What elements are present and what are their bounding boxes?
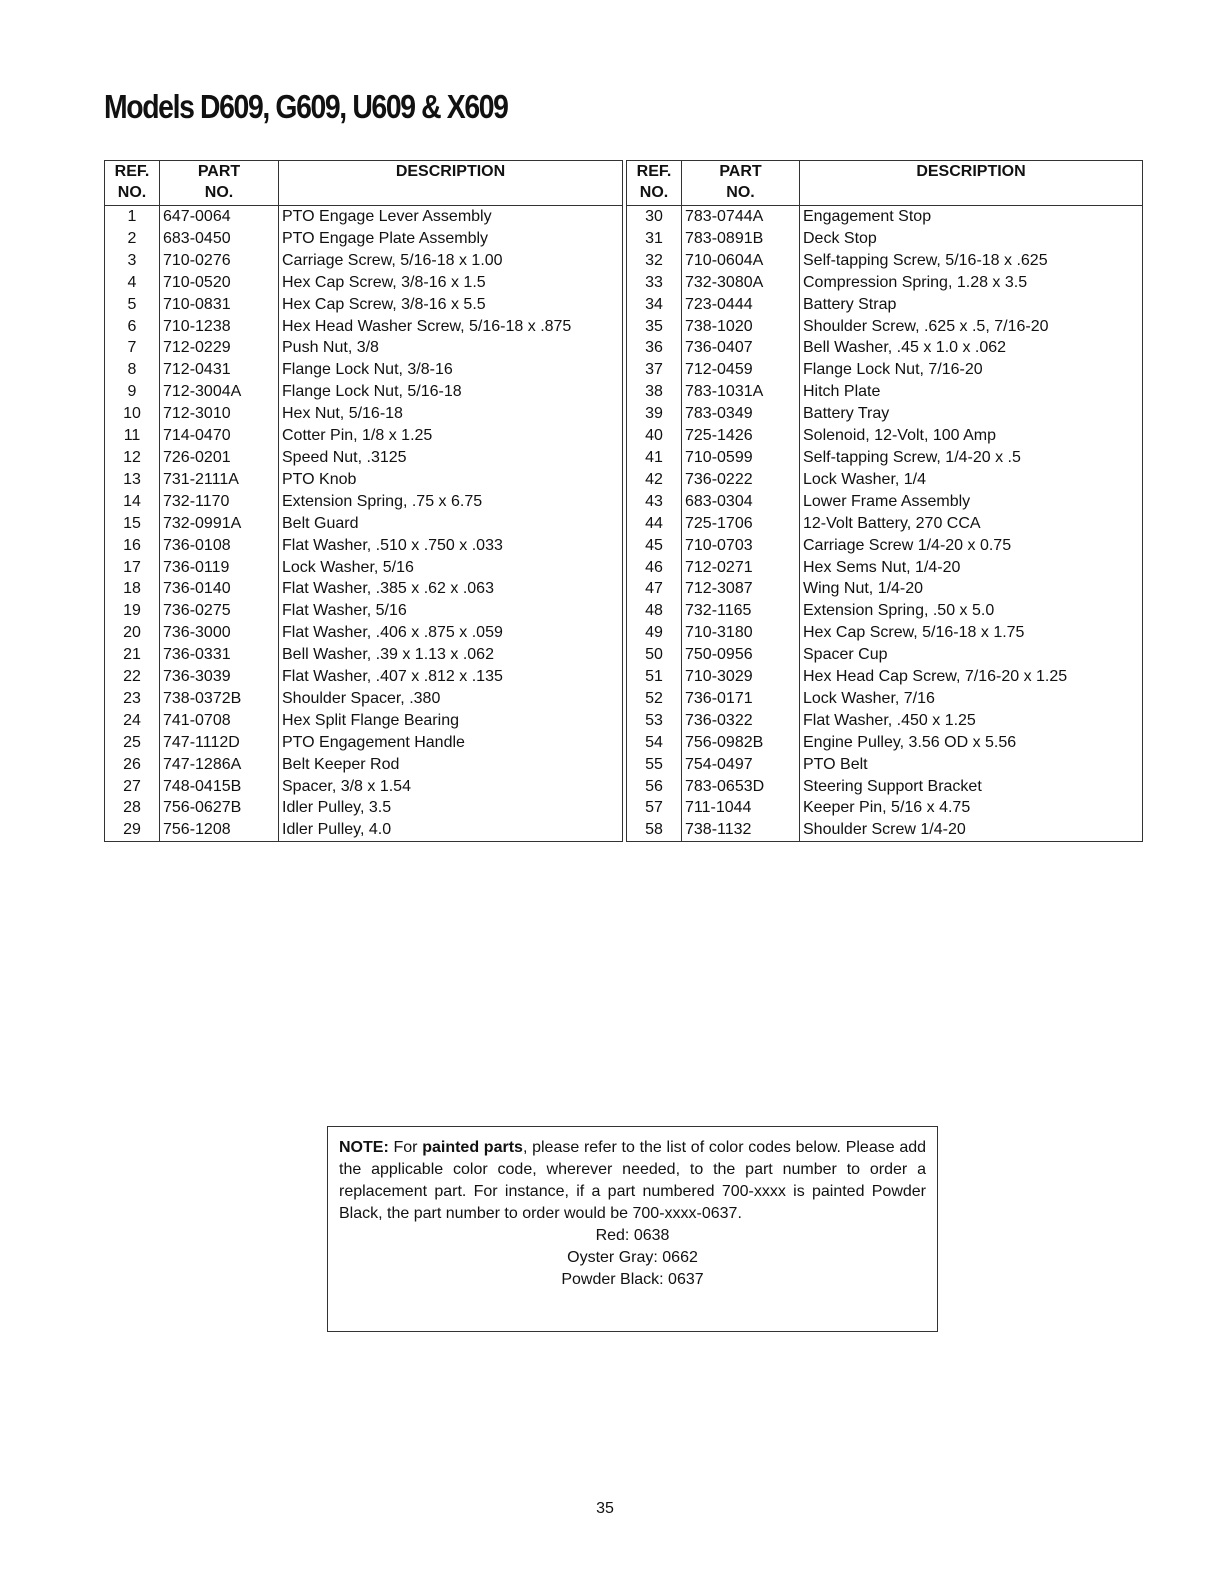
ref-no-cell: 25	[105, 732, 160, 754]
description-cell: Flat Washer, .406 x .875 x .059	[279, 622, 623, 644]
table-row	[627, 359, 1143, 381]
page-title: Models D609, G609, U609 & X609	[104, 88, 508, 125]
description-header: DESCRIPTION	[800, 161, 1143, 206]
description-header: DESCRIPTION	[279, 161, 623, 206]
table-row	[627, 425, 1143, 447]
description-cell: PTO Knob	[279, 469, 623, 491]
description-cell: Extension Spring, .50 x 5.0	[800, 600, 1143, 622]
part-no-cell: 683-0450	[160, 228, 279, 250]
ref-no-cell: 32	[627, 250, 682, 272]
part-no-cell: 783-0653D	[682, 776, 800, 798]
part-no-cell: 756-0627B	[160, 797, 279, 819]
ref-no-cell: 47	[627, 578, 682, 600]
ref-no-cell: 17	[105, 557, 160, 579]
part-no-cell: 738-1132	[682, 819, 800, 841]
table-row	[105, 491, 623, 513]
ref-no-cell: 39	[627, 403, 682, 425]
table-row	[627, 316, 1143, 338]
part-no-cell: 712-3087	[682, 578, 800, 600]
part-no-cell: 723-0444	[682, 294, 800, 316]
table-row	[105, 403, 623, 425]
description-cell: Steering Support Bracket	[800, 776, 1143, 798]
description-cell: Cotter Pin, 1/8 x 1.25	[279, 425, 623, 447]
description-cell: Spacer, 3/8 x 1.54	[279, 776, 623, 798]
page-number: 35	[596, 1500, 614, 1517]
ref-no-cell: 13	[105, 469, 160, 491]
ref-no-cell: 2	[105, 228, 160, 250]
description-cell: Hex Nut, 5/16-18	[279, 403, 623, 425]
table-row	[627, 228, 1143, 250]
table-row	[627, 513, 1143, 535]
table-row	[105, 337, 623, 359]
part-no-cell: 736-0275	[160, 600, 279, 622]
table-row	[105, 294, 623, 316]
table-row	[627, 469, 1143, 491]
ref-no-cell: 23	[105, 688, 160, 710]
table-header-row	[627, 161, 1143, 206]
ref-no-cell: 42	[627, 469, 682, 491]
table-row	[627, 600, 1143, 622]
ref-no-cell: 53	[627, 710, 682, 732]
ref-no-cell: 33	[627, 272, 682, 294]
description-cell: Hex Cap Screw, 3/8-16 x 1.5	[279, 272, 623, 294]
table-row	[627, 557, 1143, 579]
part-no-cell: 710-0520	[160, 272, 279, 294]
table-row	[627, 272, 1143, 294]
description-cell: Flat Washer, .385 x .62 x .063	[279, 578, 623, 600]
table-row	[105, 797, 623, 819]
ref-no-cell: 20	[105, 622, 160, 644]
table-row	[105, 381, 623, 403]
table-row	[105, 250, 623, 272]
part-no-cell: 732-1165	[682, 600, 800, 622]
part-no-cell: 738-1020	[682, 316, 800, 338]
ref-no-cell: 34	[627, 294, 682, 316]
part-no-cell: 736-0322	[682, 710, 800, 732]
color-codes-list	[339, 1225, 926, 1291]
description-cell: Belt Keeper Rod	[279, 754, 623, 776]
table-header-row	[105, 161, 623, 206]
table-row	[627, 819, 1143, 841]
part-no-cell: 712-3010	[160, 403, 279, 425]
description-cell: Battery Strap	[800, 294, 1143, 316]
description-cell: Flat Washer, .450 x 1.25	[800, 710, 1143, 732]
table-row	[627, 797, 1143, 819]
table-row	[627, 622, 1143, 644]
description-cell: Compression Spring, 1.28 x 3.5	[800, 272, 1143, 294]
description-cell: PTO Engage Lever Assembly	[279, 206, 623, 228]
table-row	[627, 491, 1143, 513]
ref-no-cell: 37	[627, 359, 682, 381]
part-no-cell: 783-0891B	[682, 228, 800, 250]
ref-no-cell: 57	[627, 797, 682, 819]
ref-no-cell: 8	[105, 359, 160, 381]
table-row	[105, 732, 623, 754]
description-cell: Carriage Screw 1/4-20 x 0.75	[800, 535, 1143, 557]
part-no-cell: 756-0982B	[682, 732, 800, 754]
ref-no-cell: 1	[105, 206, 160, 228]
part-no-cell: 710-0599	[682, 447, 800, 469]
description-cell: Self-tapping Screw, 1/4-20 x .5	[800, 447, 1143, 469]
description-cell: Belt Guard	[279, 513, 623, 535]
ref-no-cell: 50	[627, 644, 682, 666]
ref-no-cell: 29	[105, 819, 160, 841]
ref-no-cell: 28	[105, 797, 160, 819]
color-code-red: Red: 0638	[595, 1227, 670, 1244]
table-row	[105, 272, 623, 294]
description-cell: Spacer Cup	[800, 644, 1143, 666]
table-row	[105, 688, 623, 710]
ref-no-cell: 55	[627, 754, 682, 776]
table-row	[627, 754, 1143, 776]
ref-no-cell: 16	[105, 535, 160, 557]
description-cell: Speed Nut, .3125	[279, 447, 623, 469]
description-cell: PTO Engagement Handle	[279, 732, 623, 754]
part-no-cell: 736-3000	[160, 622, 279, 644]
ref-no-cell: 58	[627, 819, 682, 841]
part-no-cell: 731-2111A	[160, 469, 279, 491]
parts-table-right	[626, 160, 1143, 842]
table-row	[105, 513, 623, 535]
part-no-cell: 748-0415B	[160, 776, 279, 798]
ref-no-cell: 40	[627, 425, 682, 447]
painted-parts-note	[327, 1126, 938, 1332]
part-no-cell: 726-0201	[160, 447, 279, 469]
description-cell: Hex Cap Screw, 3/8-16 x 5.5	[279, 294, 623, 316]
color-code-powder-black: Powder Black: 0637	[561, 1271, 704, 1288]
table-row	[105, 316, 623, 338]
part-no-cell: 736-0331	[160, 644, 279, 666]
part-no-cell: 647-0064	[160, 206, 279, 228]
table-row	[627, 447, 1143, 469]
ref-no-cell: 12	[105, 447, 160, 469]
ref-no-cell: 24	[105, 710, 160, 732]
part-no-cell: 710-0276	[160, 250, 279, 272]
description-cell: Hex Cap Screw, 5/16-18 x 1.75	[800, 622, 1143, 644]
table-row	[627, 206, 1143, 228]
ref-no-cell: 22	[105, 666, 160, 688]
part-no-cell: 736-3039	[160, 666, 279, 688]
description-cell: Bell Washer, .45 x 1.0 x .062	[800, 337, 1143, 359]
part-no-cell: 732-1170	[160, 491, 279, 513]
part-no-cell: 710-0703	[682, 535, 800, 557]
part-no-cell: 736-0108	[160, 535, 279, 557]
part-no-cell: 683-0304	[682, 491, 800, 513]
ref-no-cell: 49	[627, 622, 682, 644]
ref-no-cell: 41	[627, 447, 682, 469]
table-row	[627, 381, 1143, 403]
ref-no-cell: 30	[627, 206, 682, 228]
ref-no-cell: 9	[105, 381, 160, 403]
note-text: NOTE: For painted parts, please refer to the list of color codes below. Please add the applicable color code, wherever needed, to the part number to order a replacement part. For instance, if a part numbered 700-xxxx is painted Powder Black, the part number to order would be 700-xxxx-0637.	[339, 1139, 927, 1222]
part-no-cell: 712-0229	[160, 337, 279, 359]
note-label: NOTE:	[339, 1139, 389, 1156]
ref-no-cell: 7	[105, 337, 160, 359]
part-no-cell: 783-0744A	[682, 206, 800, 228]
description-cell: Solenoid, 12-Volt, 100 Amp	[800, 425, 1143, 447]
description-cell: Idler Pulley, 3.5	[279, 797, 623, 819]
table-row	[105, 622, 623, 644]
table-row	[627, 644, 1143, 666]
part-no-cell: 750-0956	[682, 644, 800, 666]
ref-no-cell: 31	[627, 228, 682, 250]
table-row	[105, 666, 623, 688]
description-cell: Battery Tray	[800, 403, 1143, 425]
part-no-cell: 710-3180	[682, 622, 800, 644]
description-cell: Flange Lock Nut, 5/16-18	[279, 381, 623, 403]
part-no-cell: 736-0119	[160, 557, 279, 579]
description-cell: Self-tapping Screw, 5/16-18 x .625	[800, 250, 1143, 272]
table-row	[627, 776, 1143, 798]
part-no-cell: 725-1706	[682, 513, 800, 535]
description-cell: Bell Washer, .39 x 1.13 x .062	[279, 644, 623, 666]
description-cell: Hex Split Flange Bearing	[279, 710, 623, 732]
table-row	[627, 403, 1143, 425]
description-cell: Carriage Screw, 5/16-18 x 1.00	[279, 250, 623, 272]
table-row	[105, 600, 623, 622]
description-cell: Lock Washer, 1/4	[800, 469, 1143, 491]
description-cell: PTO Belt	[800, 754, 1143, 776]
ref-no-cell: 35	[627, 316, 682, 338]
description-cell: Flange Lock Nut, 7/16-20	[800, 359, 1143, 381]
part-no-cell: 736-0222	[682, 469, 800, 491]
description-cell: PTO Engage Plate Assembly	[279, 228, 623, 250]
ref-no-cell: 45	[627, 535, 682, 557]
ref-no-header: REF. NO.	[627, 161, 682, 206]
ref-no-header: REF. NO.	[105, 161, 160, 206]
description-cell: Flat Washer, .510 x .750 x .033	[279, 535, 623, 557]
description-cell: Extension Spring, .75 x 6.75	[279, 491, 623, 513]
parts-table-left	[104, 160, 623, 842]
ref-no-cell: 38	[627, 381, 682, 403]
ref-no-cell: 52	[627, 688, 682, 710]
table-row	[105, 644, 623, 666]
part-no-cell: 736-0140	[160, 578, 279, 600]
part-no-cell: 736-0171	[682, 688, 800, 710]
part-no-header: PART NO.	[160, 161, 279, 206]
part-no-cell: 710-3029	[682, 666, 800, 688]
ref-no-cell: 11	[105, 425, 160, 447]
ref-no-cell: 6	[105, 316, 160, 338]
color-code-oyster-gray: Oyster Gray: 0662	[567, 1249, 698, 1266]
part-no-cell: 732-3080A	[682, 272, 800, 294]
table-row	[105, 469, 623, 491]
description-cell: Engine Pulley, 3.56 OD x 5.56	[800, 732, 1143, 754]
table-row	[105, 710, 623, 732]
part-no-cell: 710-0831	[160, 294, 279, 316]
part-no-cell: 710-0604A	[682, 250, 800, 272]
part-no-cell: 747-1112D	[160, 732, 279, 754]
ref-no-cell: 3	[105, 250, 160, 272]
description-cell: Shoulder Spacer, .380	[279, 688, 623, 710]
description-cell: Flat Washer, 5/16	[279, 600, 623, 622]
ref-no-cell: 43	[627, 491, 682, 513]
part-no-cell: 754-0497	[682, 754, 800, 776]
part-no-cell: 712-3004A	[160, 381, 279, 403]
description-cell: Hex Sems Nut, 1/4-20	[800, 557, 1143, 579]
table-row	[105, 359, 623, 381]
description-cell: Shoulder Screw, .625 x .5, 7/16-20	[800, 316, 1143, 338]
description-cell: Lower Frame Assembly	[800, 491, 1143, 513]
table-row	[627, 688, 1143, 710]
description-cell: Engagement Stop	[800, 206, 1143, 228]
table-row	[627, 732, 1143, 754]
description-cell: Wing Nut, 1/4-20	[800, 578, 1143, 600]
table-row	[105, 578, 623, 600]
table-row	[627, 710, 1143, 732]
part-no-cell: 732-0991A	[160, 513, 279, 535]
ref-no-cell: 46	[627, 557, 682, 579]
table-row	[105, 535, 623, 557]
table-row	[105, 557, 623, 579]
part-no-cell: 725-1426	[682, 425, 800, 447]
description-cell: 12-Volt Battery, 270 CCA	[800, 513, 1143, 535]
ref-no-cell: 5	[105, 294, 160, 316]
table-row	[105, 206, 623, 228]
ref-no-cell: 54	[627, 732, 682, 754]
description-cell: Flat Washer, .407 x .812 x .135	[279, 666, 623, 688]
part-no-cell: 783-1031A	[682, 381, 800, 403]
ref-no-cell: 36	[627, 337, 682, 359]
table-row	[105, 425, 623, 447]
part-no-cell: 756-1208	[160, 819, 279, 841]
table-row	[105, 754, 623, 776]
description-cell: Flange Lock Nut, 3/8-16	[279, 359, 623, 381]
description-cell: Shoulder Screw 1/4-20	[800, 819, 1143, 841]
description-cell: Hex Head Washer Screw, 5/16-18 x .875	[279, 316, 623, 338]
part-no-cell: 712-0459	[682, 359, 800, 381]
ref-no-cell: 51	[627, 666, 682, 688]
part-no-cell: 711-1044	[682, 797, 800, 819]
part-no-cell: 712-0271	[682, 557, 800, 579]
ref-no-cell: 26	[105, 754, 160, 776]
part-no-cell: 783-0349	[682, 403, 800, 425]
ref-no-cell: 27	[105, 776, 160, 798]
note-emphasis: painted parts	[422, 1139, 523, 1156]
description-cell: Deck Stop	[800, 228, 1143, 250]
part-no-cell: 738-0372B	[160, 688, 279, 710]
table-row	[627, 337, 1143, 359]
ref-no-cell: 21	[105, 644, 160, 666]
table-row	[627, 294, 1143, 316]
ref-no-cell: 15	[105, 513, 160, 535]
table-row	[627, 666, 1143, 688]
ref-no-cell: 48	[627, 600, 682, 622]
part-no-cell: 736-0407	[682, 337, 800, 359]
table-row	[627, 578, 1143, 600]
ref-no-cell: 56	[627, 776, 682, 798]
part-no-cell: 747-1286A	[160, 754, 279, 776]
description-cell: Lock Washer, 7/16	[800, 688, 1143, 710]
table-row	[105, 228, 623, 250]
description-cell: Lock Washer, 5/16	[279, 557, 623, 579]
ref-no-cell: 10	[105, 403, 160, 425]
table-row	[105, 819, 623, 841]
table-row	[627, 250, 1143, 272]
description-cell: Push Nut, 3/8	[279, 337, 623, 359]
ref-no-cell: 44	[627, 513, 682, 535]
ref-no-cell: 19	[105, 600, 160, 622]
description-cell: Idler Pulley, 4.0	[279, 819, 623, 841]
table-row	[105, 776, 623, 798]
part-no-cell: 714-0470	[160, 425, 279, 447]
ref-no-cell: 14	[105, 491, 160, 513]
part-no-header: PART NO.	[682, 161, 800, 206]
description-cell: Hitch Plate	[800, 381, 1143, 403]
description-cell: Keeper Pin, 5/16 x 4.75	[800, 797, 1143, 819]
description-cell: Hex Head Cap Screw, 7/16-20 x 1.25	[800, 666, 1143, 688]
ref-no-cell: 4	[105, 272, 160, 294]
ref-no-cell: 18	[105, 578, 160, 600]
part-no-cell: 712-0431	[160, 359, 279, 381]
table-row	[627, 535, 1143, 557]
table-row	[105, 447, 623, 469]
part-no-cell: 741-0708	[160, 710, 279, 732]
part-no-cell: 710-1238	[160, 316, 279, 338]
